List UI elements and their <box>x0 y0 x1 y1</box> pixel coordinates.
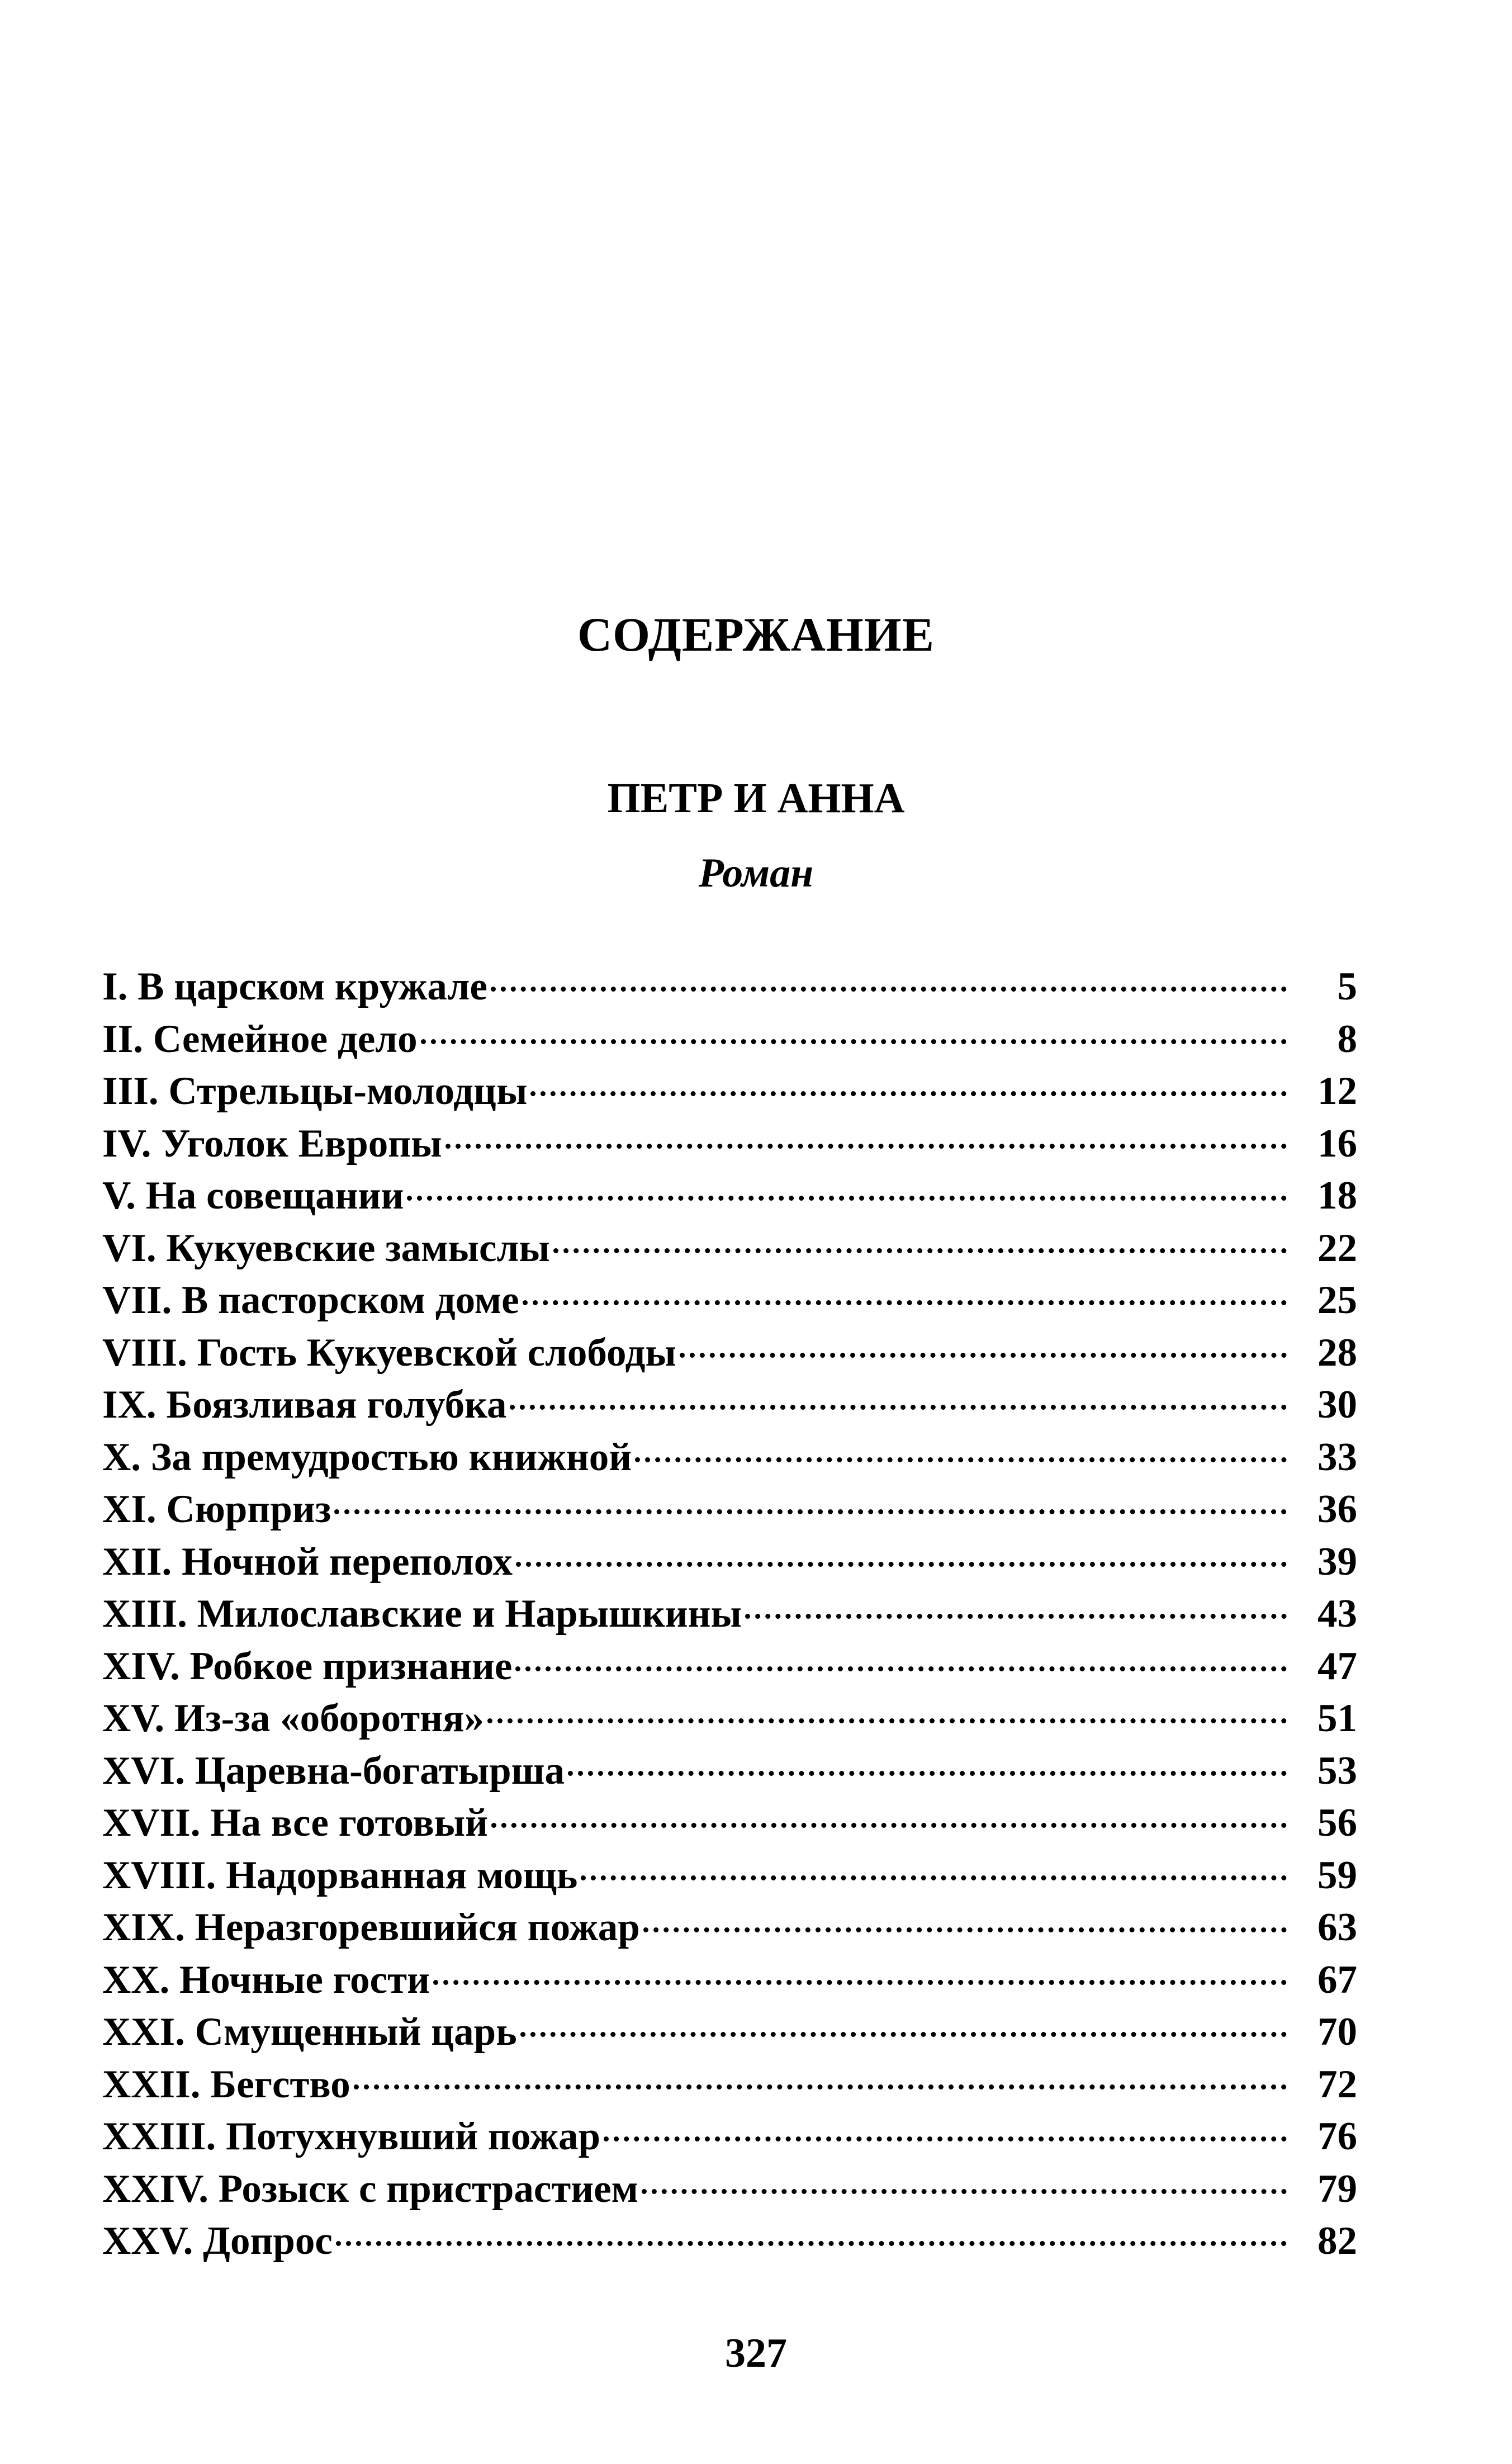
toc-entry-title: XXV. Допрос <box>102 2219 333 2263</box>
dot-leader <box>604 2136 1287 2141</box>
dot-leader <box>530 1091 1287 1096</box>
toc-entry-page: 53 <box>1317 1749 1357 1793</box>
toc-entry <box>102 1902 1357 1954</box>
toc-entry-page: 59 <box>1317 1853 1357 1897</box>
toc-entry <box>102 1745 1357 1798</box>
toc-entry-page: 70 <box>1317 2010 1357 2054</box>
toc-entry-page: 79 <box>1317 2167 1357 2211</box>
toc-entry-title: XXII. Бегство <box>102 2062 350 2106</box>
toc-entry-page: 16 <box>1317 1121 1357 1165</box>
dot-leader <box>336 2241 1287 2246</box>
table-of-contents <box>102 961 1357 2268</box>
toc-entry-title: XI. Сюрприз <box>102 1487 331 1531</box>
section-subtitle: Роман <box>698 850 814 896</box>
toc-entry-title: XXIII. Потухнувший пожар <box>102 2115 601 2158</box>
toc-entry <box>102 1693 1357 1745</box>
toc-entry-title: X. За премудростью книжной <box>102 1435 632 1479</box>
toc-entry <box>102 1274 1357 1327</box>
toc-entry-page: 33 <box>1317 1435 1357 1479</box>
dot-leader <box>642 2189 1287 2194</box>
toc-entry-title: IX. Боязливая голубка <box>102 1383 507 1427</box>
dot-leader <box>354 2084 1287 2089</box>
toc-entry-page: 22 <box>1317 1226 1357 1270</box>
toc-entry-title: II. Семейное дело <box>102 1017 418 1061</box>
toc-entry <box>102 1850 1357 1902</box>
toc-entry-page: 67 <box>1317 1958 1357 2002</box>
toc-entry <box>102 2163 1357 2216</box>
toc-entry-page: 30 <box>1317 1383 1357 1427</box>
toc-entry-page: 72 <box>1317 2062 1357 2106</box>
toc-entry <box>102 1536 1357 1589</box>
toc-entry-page: 76 <box>1317 2115 1357 2158</box>
toc-entry-title: XVIII. Надорванная мощь <box>102 1853 578 1897</box>
toc-entry-title: VIII. Гость Кукуевской слободы <box>102 1330 676 1375</box>
dot-leader <box>680 1353 1287 1358</box>
toc-entry-page: 82 <box>1317 2219 1357 2263</box>
dot-leader <box>568 1771 1287 1776</box>
toc-entry-page: 56 <box>1317 1801 1357 1845</box>
toc-entry-title: IV. Уголок Европы <box>102 1121 442 1165</box>
toc-entry-page: 51 <box>1317 1697 1357 1740</box>
dot-leader <box>553 1248 1287 1253</box>
toc-entry-page: 47 <box>1317 1644 1357 1688</box>
toc-entry-title: XXI. Смущенный царь <box>102 2010 517 2054</box>
toc-entry-title: V. На совещании <box>102 1174 404 1217</box>
dot-leader <box>745 1614 1287 1619</box>
dot-leader <box>433 1980 1287 1985</box>
toc-entry-title: XII. Ночной переполох <box>102 1539 513 1584</box>
toc-entry-title: XXIV. Розыск с пристрастием <box>102 2167 639 2211</box>
toc-entry <box>102 1588 1357 1641</box>
toc-entry-title: III. Стрельцы-молодцы <box>102 1069 528 1113</box>
toc-entry-title: XIII. Милославские и Нарышкины <box>102 1592 742 1636</box>
toc-entry-page: 12 <box>1317 1069 1357 1113</box>
toc-entry-title: XVI. Царевна-богатырша <box>102 1749 565 1793</box>
toc-entry-page: 25 <box>1317 1278 1357 1322</box>
dot-leader <box>407 1196 1287 1201</box>
toc-entry-title: VI. Кукуевские замыслы <box>102 1226 550 1270</box>
toc-entry <box>102 1432 1357 1484</box>
toc-entry <box>102 1954 1357 2007</box>
section-title: ПЕТР И АННА <box>607 775 905 822</box>
toc-entry <box>102 1065 1357 1118</box>
dot-leader <box>523 1300 1287 1305</box>
toc-entry-page: 39 <box>1317 1539 1357 1584</box>
dot-leader <box>487 1718 1287 1723</box>
dot-leader <box>520 2032 1287 2037</box>
toc-entry-title: I. В царском кружале <box>102 965 487 1008</box>
toc-entry-title: XIX. Неразгоревшийся пожар <box>102 1906 640 1949</box>
toc-entry <box>102 2111 1357 2163</box>
dot-leader <box>491 1823 1287 1828</box>
dot-leader <box>581 1875 1287 1880</box>
toc-entry-page: 8 <box>1337 1017 1357 1061</box>
toc-entry-page: 36 <box>1317 1487 1357 1531</box>
toc-entry-title: VII. В пасторском доме <box>102 1278 519 1322</box>
toc-entry-page: 63 <box>1317 1906 1357 1949</box>
dot-leader <box>491 987 1287 992</box>
toc-entry-title: XVII. На все готовый <box>102 1801 489 1845</box>
toc-entry <box>102 1170 1357 1222</box>
toc-entry <box>102 1641 1357 1693</box>
toc-entry <box>102 1484 1357 1536</box>
dot-leader <box>510 1405 1287 1410</box>
toc-entry-page: 28 <box>1317 1330 1357 1375</box>
dot-leader <box>515 1666 1287 1671</box>
page-number: 327 <box>725 2330 787 2376</box>
toc-entry-title: XIV. Робкое признание <box>102 1644 513 1688</box>
toc-entry <box>102 2059 1357 2111</box>
dot-leader <box>334 1509 1287 1514</box>
toc-entry-page: 18 <box>1317 1174 1357 1217</box>
toc-entry <box>102 1222 1357 1275</box>
toc-entry <box>102 2006 1357 2059</box>
toc-entry <box>102 1013 1357 1066</box>
toc-entry-page: 5 <box>1337 965 1357 1008</box>
toc-entry-title: XX. Ночные гости <box>102 1958 430 2002</box>
toc-entry <box>102 961 1357 1013</box>
dot-leader <box>516 1562 1287 1567</box>
toc-entry-page: 43 <box>1317 1592 1357 1636</box>
dot-leader <box>445 1144 1287 1149</box>
toc-entry <box>102 2215 1357 2268</box>
toc-entry <box>102 1118 1357 1171</box>
toc-entry <box>102 1379 1357 1432</box>
toc-entry-title: XV. Из-за «оборотня» <box>102 1697 484 1740</box>
toc-entry <box>102 1797 1357 1850</box>
dot-leader <box>635 1457 1287 1462</box>
contents-title: СОДЕРЖАНИЕ <box>577 608 935 661</box>
dot-leader <box>643 1927 1287 1932</box>
dot-leader <box>421 1039 1287 1044</box>
toc-entry <box>102 1327 1357 1380</box>
